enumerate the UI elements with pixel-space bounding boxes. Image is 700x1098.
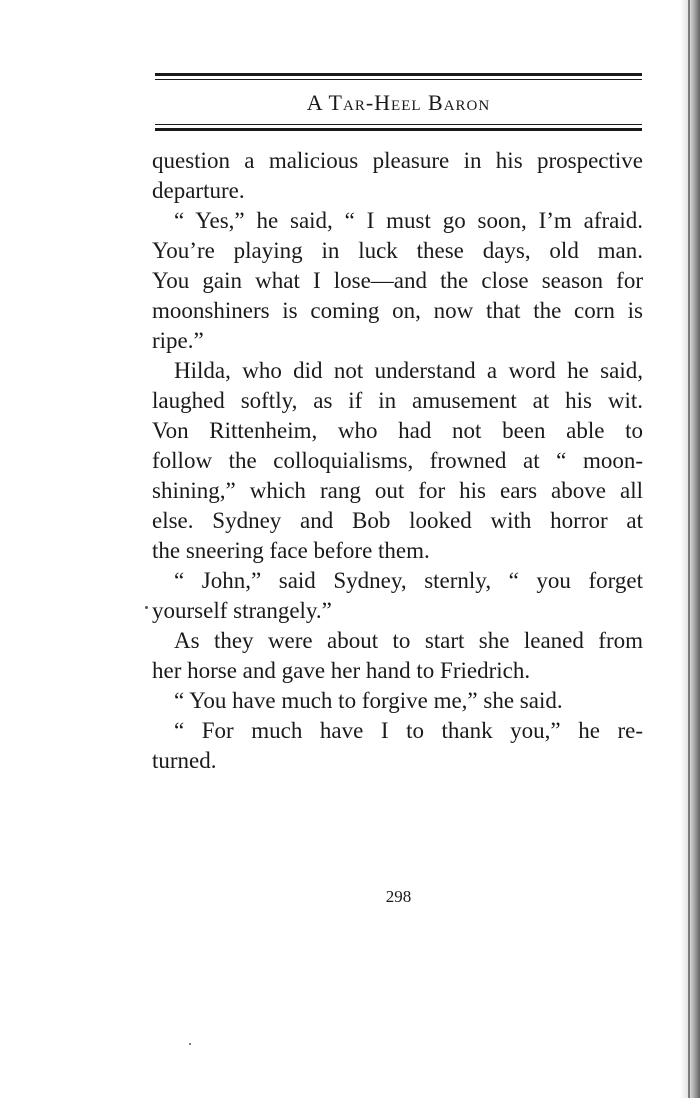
page-edge-line xyxy=(688,0,690,1098)
text-line: “ You have much to forgive me,” she said. xyxy=(174,688,563,713)
page-number: 298 xyxy=(385,887,412,906)
text-line: As they were about to start she leaned from xyxy=(174,628,643,653)
running-head: A Tar-Heel Baron xyxy=(306,90,491,115)
text-line: her horse and gave her hand to Friedrich. xyxy=(152,658,531,683)
text-line: “ John,” said Sydney, sternly, “ you forget xyxy=(174,568,643,593)
text-line: You’re playing in luck these days, old man. xyxy=(152,238,643,263)
text-line: laughed softly, as if in amusement at his wit. xyxy=(152,388,643,413)
text-line: departure. xyxy=(152,178,245,203)
header-rule-top-thick xyxy=(155,73,642,76)
body-text xyxy=(152,146,643,776)
page-edge-shadow xyxy=(680,0,700,1098)
text-line: turned. xyxy=(152,748,217,773)
header-rule-bottom-thin xyxy=(155,124,642,125)
text-line: follow the colloquialisms, frowned at “ moon- xyxy=(152,448,643,473)
ink-speck xyxy=(189,1043,191,1045)
text-line: Hilda, who did not understand a word he said, xyxy=(174,358,643,383)
header-rule-bottom-thick xyxy=(155,128,642,131)
text-line: yourself strangely.” xyxy=(152,598,332,623)
text-line: Von Rittenheim, who had not been able to xyxy=(152,418,643,443)
text-line: ripe.” xyxy=(152,328,204,353)
text-line: “ For much have I to thank you,” he re- xyxy=(174,718,643,743)
header-rule-top-thin xyxy=(155,79,642,80)
text-line: question a malicious pleasure in his prospective xyxy=(152,148,643,173)
text-line: “ Yes,” he said, “ I must go soon, I’m afraid. xyxy=(174,208,643,233)
ink-speck xyxy=(145,606,148,609)
text-line: the sneering face before them. xyxy=(152,538,430,563)
text-line: You gain what I lose—and the close season for xyxy=(152,268,643,293)
text-line: moonshiners is coming on, now that the corn is xyxy=(152,298,643,323)
text-line: shining,” which rang out for his ears above all xyxy=(152,478,643,503)
text-line: else. Sydney and Bob looked with horror at xyxy=(152,508,643,533)
